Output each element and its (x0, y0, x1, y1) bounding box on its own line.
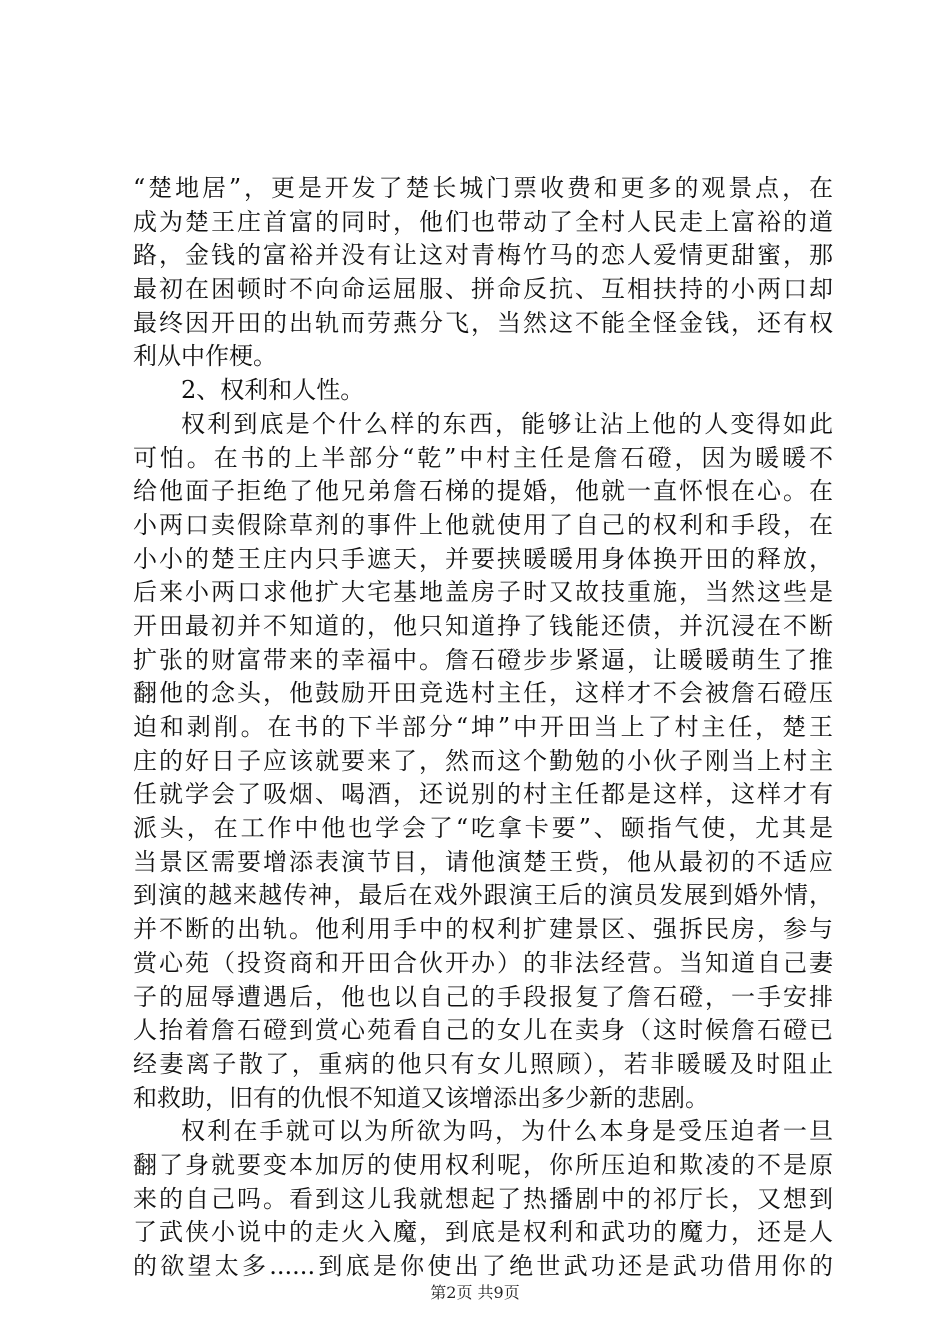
text-line (133, 408, 833, 442)
text-line-content: 的欲望太多......到底是你使出了绝世武功还是武功借用你的 (133, 1252, 833, 1280)
text-line-content: 庄的好日子应该就要来了，然而这个勤勉的小伙子刚当上村主 (133, 746, 833, 775)
text-line (133, 1183, 833, 1217)
page-footer: 第2页 共9页 (430, 1283, 520, 1302)
text-line (133, 1014, 833, 1048)
text-line (133, 239, 833, 273)
text-line-content: 利从中作梗。 (133, 342, 277, 371)
text-line-content: 可怕。在书的上半部分“乾”中村主任是詹石磴，因为暖暖不 (133, 443, 833, 472)
text-line-content: 权利在手就可以为所欲为吗，为什么本身是受压迫者一旦 (181, 1117, 833, 1146)
text-line-content: 开田最初并不知道的，他只知道挣了钱能还债，并沉浸在不断 (133, 611, 833, 640)
text-line-content: 和救助，旧有的仇恨不知道又该增添出多少新的悲剧。 (133, 1083, 709, 1112)
text-line (133, 711, 833, 745)
text-line-content: 经妻离子散了，重病的他只有女儿照顾），若非暖暖及时阻止 (133, 1049, 833, 1078)
text-line (133, 340, 833, 374)
text-line (133, 1149, 833, 1183)
text-line (133, 947, 833, 981)
text-line (133, 442, 833, 476)
text-line (133, 576, 833, 610)
text-line-content: 最终因开田的出轨而劳燕分飞，当然这不能全怪金钱，还有权 (133, 308, 833, 337)
text-line (133, 1082, 833, 1116)
text-line (133, 509, 833, 543)
text-line-content: 来的自己吗。看到这儿我就想起了热播剧中的祁厅长，又想到 (133, 1184, 833, 1213)
text-line-content: “楚地居”，更是开发了楚长城门票收费和更多的观景点，在 (133, 174, 833, 202)
text-line (133, 610, 833, 644)
text-line (133, 374, 833, 408)
text-line (133, 1115, 833, 1149)
text-line-content: 最初在困顿时不向命运屈服、拼命反抗、互相扶持的小两口却 (133, 275, 833, 304)
text-line (133, 543, 833, 577)
text-line (133, 677, 833, 711)
text-line (133, 778, 833, 812)
text-line (133, 644, 833, 678)
text-line-content: 成为楚王庄首富的同时，他们也带动了全村人民走上富裕的道 (133, 207, 833, 236)
text-line (133, 846, 833, 880)
body-text (133, 172, 833, 1284)
text-line-content: 派头，在工作中他也学会了“吃拿卡要”、颐指气使，尤其是 (133, 814, 833, 843)
text-line (133, 745, 833, 779)
text-line-content: 当景区需要增添表演节目，请他演楚王赀，他从最初的不适应 (133, 847, 833, 876)
text-line-content: 路，金钱的富裕并没有让这对青梅竹马的恋人爱情更甜蜜，那 (133, 241, 833, 270)
text-line-content: 权利到底是个什么样的东西，能够让沾上他的人变得如此 (181, 409, 833, 438)
text-line-content: 小两口卖假除草剂的事件上他就使用了自己的权利和手段，在 (133, 510, 833, 539)
text-line (133, 812, 833, 846)
text-line-content: 翻他的念头，他鼓励开田竞选村主任，这样才不会被詹石磴压 (133, 679, 833, 708)
text-line-content: 小小的楚王庄内只手遮天，并要挟暖暖用身体换开田的释放， (133, 544, 833, 573)
text-line-content: 到演的越来越传神，最后在戏外跟演王后的演员发展到婚外情， (133, 881, 833, 910)
text-line-content: 后来小两口求他扩大宅基地盖房子时又故技重施，当然这些是 (133, 578, 833, 607)
text-line (133, 172, 833, 206)
text-line (133, 1250, 833, 1284)
text-line-content: 翻了身就要变本加厉的使用权利呢，你所压迫和欺凌的不是原 (133, 1150, 833, 1179)
text-line-content: 迫和剥削。在书的下半部分“坤”中开田当上了村主任，楚王 (133, 713, 833, 741)
text-line-content: 任就学会了吸烟、喝酒，还说别的村主任都是这样，这样才有 (133, 780, 833, 809)
text-line-content: 扩张的财富带来的幸福中。詹石磴步步紧逼，让暖暖萌生了推 (133, 645, 833, 674)
text-line (133, 981, 833, 1015)
text-line-content: 人抬着詹石磴到赏心苑看自己的女儿在卖身（这时候詹石磴已 (133, 1016, 833, 1045)
text-line (133, 273, 833, 307)
text-line (133, 879, 833, 913)
text-line-content: 子的屈辱遭遇后，他也以自己的手段报复了詹石磴，一手安排 (133, 982, 833, 1011)
text-line (133, 913, 833, 947)
text-line (133, 307, 833, 341)
text-line (133, 1048, 833, 1082)
text-line (133, 206, 833, 240)
text-line (133, 1216, 833, 1250)
text-line-content: 2、权利和人性。 (181, 376, 365, 405)
text-line-content: 了武侠小说中的走火入魔，到底是权利和武功的魔力，还是人 (133, 1218, 833, 1247)
text-line (133, 475, 833, 509)
text-line-content: 给他面子拒绝了他兄弟詹石梯的提婚，他就一直怀恨在心。在 (133, 477, 833, 506)
text-line-content: 并不断的出轨。他利用手中的权利扩建景区、强拆民房，参与 (133, 915, 833, 944)
text-line-content: 赏心苑（投资商和开田合伙开办）的非法经营。当知道自己妻 (133, 948, 833, 977)
